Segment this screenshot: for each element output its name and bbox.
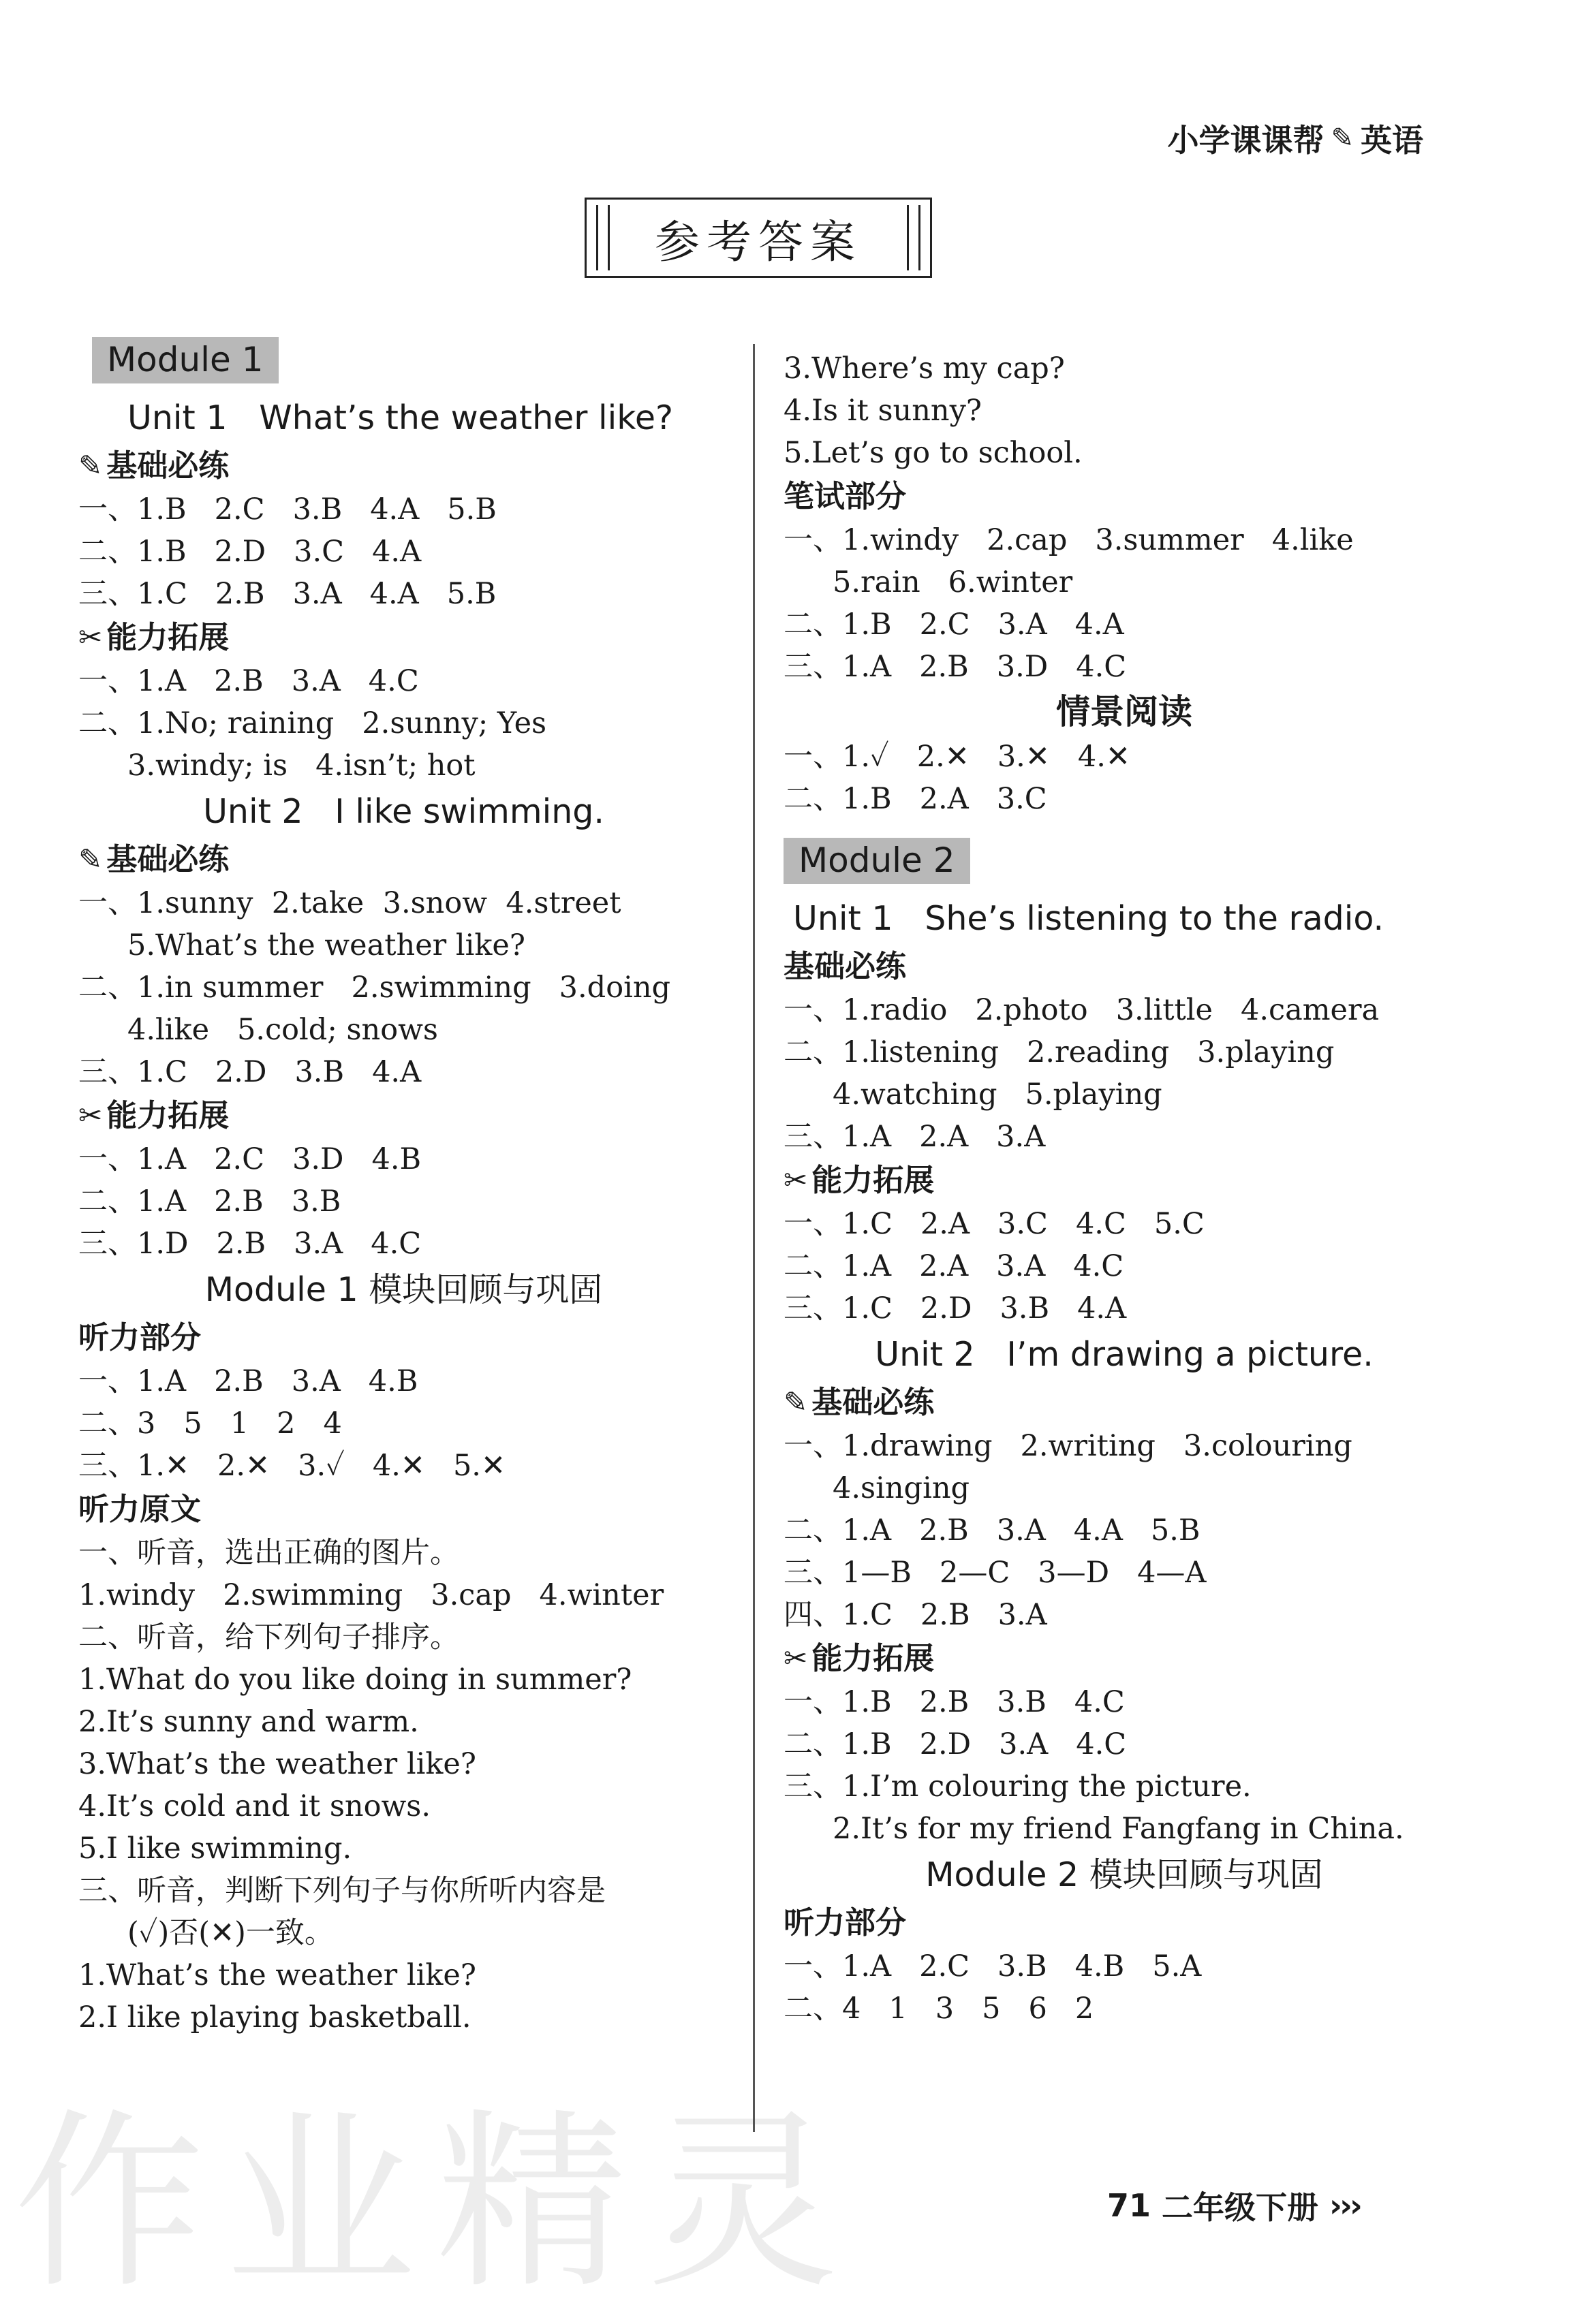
answer-line: 5.rain 6.winter xyxy=(833,565,1073,599)
answer-line: 二、1.in summer 2.swimming 3.doing xyxy=(78,971,671,1005)
page-title: 参考答案 xyxy=(655,215,862,268)
pencil-icon: ✎ xyxy=(784,1385,808,1419)
answer-line: 4.singing xyxy=(833,1471,970,1505)
pencil-icon: ✎ xyxy=(78,449,103,482)
feather-icon: ✎ xyxy=(1331,123,1354,154)
answer-line: 二、1.B 2.D 3.A 4.C xyxy=(784,1727,1127,1761)
answer-line: 一、1.A 2.C 3.D 4.B xyxy=(78,1142,422,1176)
column-divider xyxy=(753,344,755,2132)
answer-line: 三、1.C 2.D 3.B 4.A xyxy=(78,1055,422,1089)
script-line: 1.windy 2.swimming 3.cap 4.winter xyxy=(78,1578,664,1612)
module-2-tag: Module 2 xyxy=(784,838,970,884)
answer-line: 三、1.C 2.D 3.B 4.A xyxy=(784,1291,1127,1325)
answer-line: 4.watching 5.playing xyxy=(833,1078,1162,1112)
answer-line: 一、1.A 2.B 3.A 4.B xyxy=(78,1364,418,1398)
answer-line: 一、1.sunny 2.take 3.snow 4.street xyxy=(78,886,621,920)
section-label: 基础必练 xyxy=(106,447,230,484)
answer-line: 一、1.✓ 2.✕ 3.✕ 4.✕ xyxy=(784,740,1130,774)
answer-line: 二、1.No; raining 2.sunny; Yes xyxy=(78,706,547,740)
answer-line: 三、1.I’m colouring the picture. xyxy=(784,1770,1252,1804)
section-label: 笔试部分 xyxy=(784,478,907,514)
answer-line: 二、1.A 2.B 3.A 4.A 5.B xyxy=(784,1513,1201,1548)
section-heading xyxy=(784,1636,1465,1681)
section-label: 基础必练 xyxy=(784,948,907,984)
tools-icon: ✂ xyxy=(78,1099,103,1132)
answer-line: 三、1—B 2—C 3—D 4—A xyxy=(784,1556,1207,1590)
watermark: 作业精灵 xyxy=(14,2092,858,2314)
page-title-box xyxy=(585,198,932,278)
answer-line: 4.like 5.cold; snows xyxy=(127,1013,438,1047)
section-label: 能力拓展 xyxy=(811,1162,935,1198)
section-heading xyxy=(784,944,1465,989)
book-name: 小学课课帮 xyxy=(1167,122,1325,159)
section-heading xyxy=(78,1315,729,1360)
section-heading xyxy=(784,1158,1465,1203)
answer-line: 三、1.A 2.B 3.D 4.C xyxy=(784,650,1127,684)
answer-line: 一、1.A 2.C 3.B 4.B 5.A xyxy=(784,1949,1202,1983)
answer-line: 三、1.✕ 2.✕ 3.✓ 4.✕ 5.✕ xyxy=(78,1449,506,1483)
section-label: 听力部分 xyxy=(784,1904,907,1941)
script-line: 2.It’s sunny and warm. xyxy=(78,1705,419,1739)
section-label: 听力原文 xyxy=(78,1491,202,1527)
script-line: 4.It’s cold and it snows. xyxy=(78,1789,431,1823)
script-line: 5.I like swimming. xyxy=(78,1832,352,1866)
script-line: 3.What’s the weather like? xyxy=(78,1747,476,1781)
page-number: 71 xyxy=(1107,2187,1151,2224)
answer-line: 一、1.B 2.B 3.B 4.C xyxy=(784,1685,1125,1719)
answer-line: 三、1.C 2.B 3.A 4.A 5.B xyxy=(78,577,497,611)
script-line: 2.I like playing basketball. xyxy=(78,2000,471,2035)
unit-title: Unit 1 She’s listening to the radio. xyxy=(793,899,1384,938)
script-line: 二、听音，给下列句子排序。 xyxy=(78,1620,459,1654)
answer-line: 3.windy; is 4.isn’t; hot xyxy=(127,749,476,783)
answer-line: 一、1.windy 2.cap 3.summer 4.like xyxy=(784,523,1354,557)
section-heading xyxy=(78,1487,729,1532)
review-title: Module 2 模块回顾与巩固 xyxy=(925,1855,1323,1894)
section-heading xyxy=(78,615,729,660)
answer-line: 二、3 5 1 2 4 xyxy=(78,1407,342,1441)
unit-title: Unit 1 What’s the weather like? xyxy=(127,398,674,437)
script-line: 4.Is it sunny? xyxy=(784,394,982,428)
answer-line: 二、1.B 2.D 3.C 4.A xyxy=(78,535,422,569)
section-label: 基础必练 xyxy=(106,841,230,877)
script-line: 3.Where’s my cap? xyxy=(784,351,1065,386)
script-line: 三、听音，判断下列句子与你所听内容是 xyxy=(78,1874,606,1908)
right-column xyxy=(784,347,1465,2030)
script-line: (✓)否(✕)一致。 xyxy=(127,1916,334,1950)
answer-line: 二、1.B 2.C 3.A 4.A xyxy=(784,608,1124,642)
answer-line: 一、1.B 2.C 3.B 4.A 5.B xyxy=(78,492,497,527)
answer-line: 二、1.A 2.A 3.A 4.C xyxy=(784,1249,1124,1283)
script-line: 1.What’s the weather like? xyxy=(78,1958,476,1992)
left-column xyxy=(78,337,729,2039)
answer-line: 二、1.A 2.B 3.B xyxy=(78,1184,341,1219)
section-heading xyxy=(78,1093,729,1138)
section-heading xyxy=(784,1900,1465,1945)
page-footer xyxy=(1107,2183,1360,2228)
section-heading xyxy=(78,837,729,882)
tools-icon: ✂ xyxy=(784,1163,808,1197)
answer-line: 四、1.C 2.B 3.A xyxy=(784,1598,1047,1632)
book-header xyxy=(1167,116,1423,161)
answer-line: 一、1.A 2.B 3.A 4.C xyxy=(78,664,419,698)
unit-title: Unit 2 I’m drawing a picture. xyxy=(875,1335,1374,1374)
answer-line: 二、1.listening 2.reading 3.playing xyxy=(784,1035,1335,1069)
answer-line: 三、1.A 2.A 3.A xyxy=(784,1120,1046,1154)
section-label: 基础必练 xyxy=(811,1384,935,1420)
section-label: 能力拓展 xyxy=(811,1640,935,1676)
section-label: 能力拓展 xyxy=(106,1097,230,1133)
unit-title: Unit 2 I like swimming. xyxy=(203,792,604,831)
module-1-tag: Module 1 xyxy=(92,337,279,383)
script-line: 5.Let’s go to school. xyxy=(784,436,1083,470)
arrows-icon: ››› xyxy=(1329,2187,1360,2224)
subject-name: 英语 xyxy=(1361,122,1423,159)
answer-line: 一、1.C 2.A 3.C 4.C 5.C xyxy=(784,1207,1205,1241)
answer-line: 5.What’s the weather like? xyxy=(127,928,525,962)
section-label: 能力拓展 xyxy=(106,619,230,655)
section-heading xyxy=(784,1380,1465,1425)
section-label: 听力部分 xyxy=(78,1319,202,1355)
answer-line: 一、1.radio 2.photo 3.little 4.camera xyxy=(784,993,1380,1027)
tools-icon: ✂ xyxy=(784,1642,808,1675)
section-heading xyxy=(784,474,1465,519)
grade-label: 二年级下册 xyxy=(1162,2189,1319,2226)
pencil-icon: ✎ xyxy=(78,843,103,876)
script-line: 一、听音，选出正确的图片。 xyxy=(78,1536,459,1570)
tools-icon: ✂ xyxy=(78,621,103,654)
answer-line: 二、1.B 2.A 3.C xyxy=(784,782,1047,816)
review-title: Module 1 模块回顾与巩固 xyxy=(204,1270,603,1309)
script-line: 1.What do you like doing in summer? xyxy=(78,1663,632,1697)
answer-line: 2.It’s for my friend Fangfang in China. xyxy=(833,1812,1404,1846)
section-heading xyxy=(78,443,729,488)
answer-line: 三、1.D 2.B 3.A 4.C xyxy=(78,1227,422,1261)
answer-line: 二、4 1 3 5 6 2 xyxy=(784,1992,1094,2026)
scene-reading-title: 情景阅读 xyxy=(1056,692,1192,732)
answer-line: 一、1.drawing 2.writing 3.colouring xyxy=(784,1429,1352,1463)
